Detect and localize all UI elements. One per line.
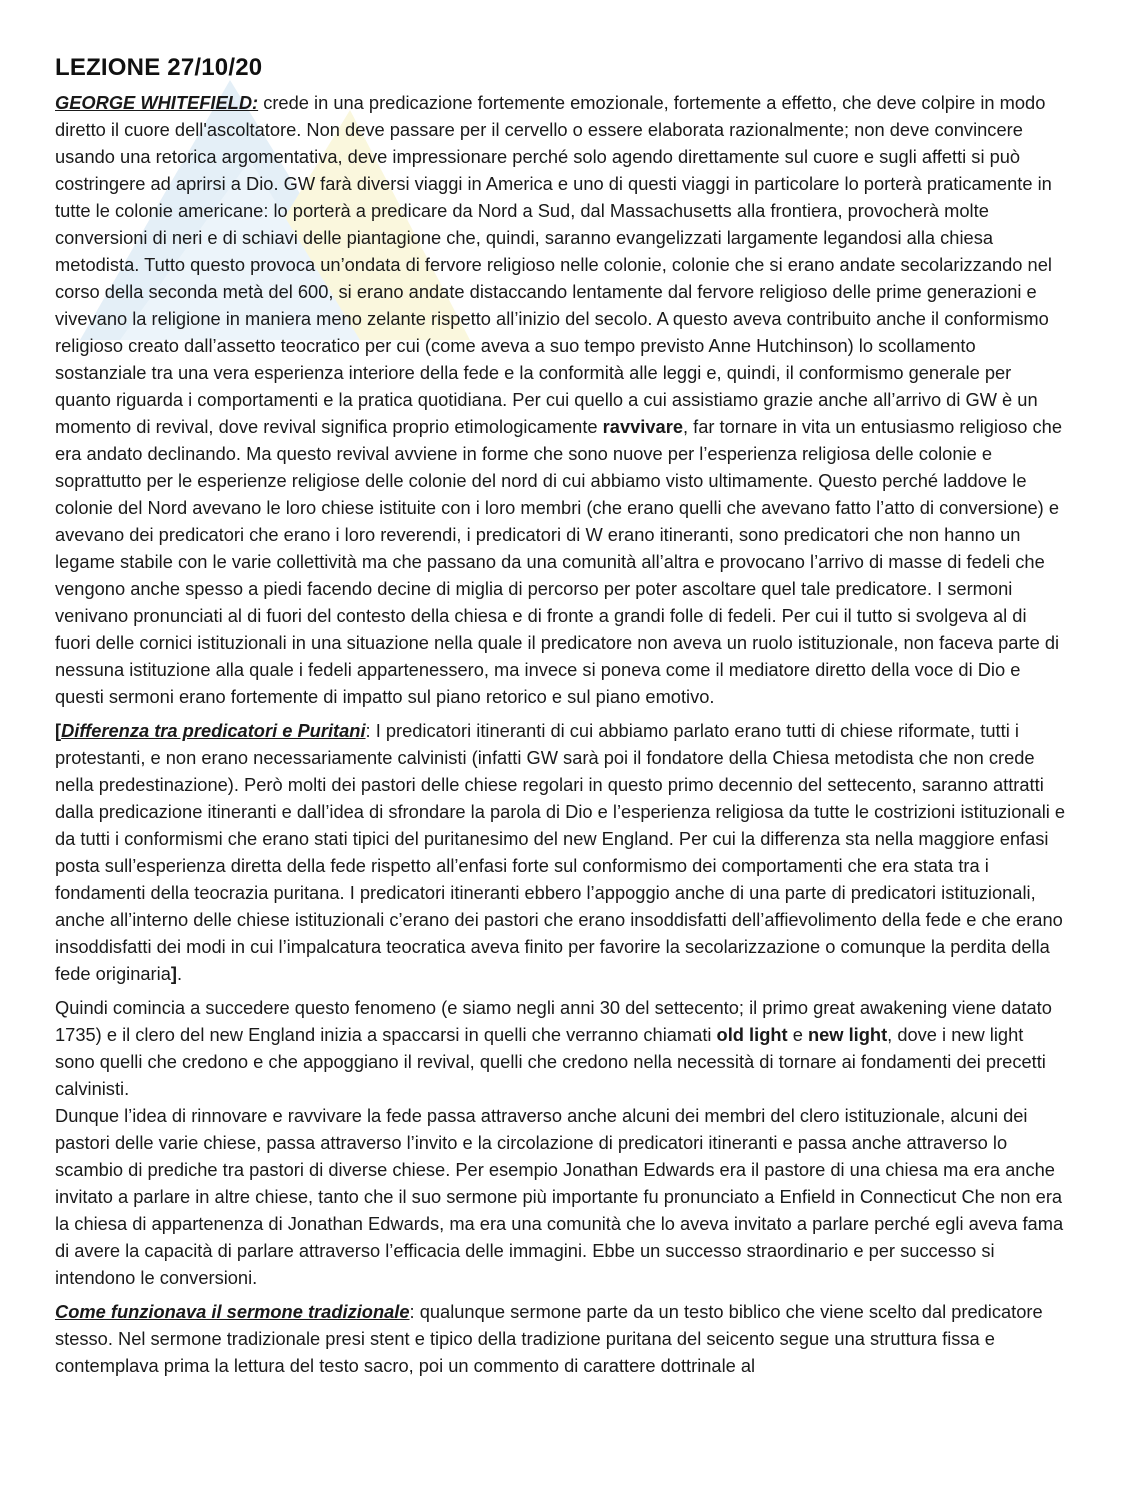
- paragraph-text: : I predicatori itineranti di cui abbiamo parlato erano tutti di chiese riformate, tutti i protestanti, e non erano necessariamente calvinisti (infatti GW sarà poi il fondatore della Chiesa metodista che non crede nella predestinazione). Però molti dei pastori delle chiese regolari in questo primo decennio del settecento, saranno attratti dalla predicazione itineranti e dall’idea di sfrondare la parola di Dio e l’esperienza religiosa da tutte le costrizioni istituzionali e da tutti i conformismi che erano stati tipici del puritanesimo del new England. Per cui la differenza sta nella maggiore enfasi posta sull’esperienza diretta della fede rispetto all’enfasi forte sul conformismo dei comportamenti che era stata tra i fondamenti della teocrazia puritana. I predicatori itineranti ebbero l’appoggio anche di una parte di predicatori istituzionali, anche all’interno delle chiese istituzionali c’erano dei pastori che erano insoddisfatti dell’affievolimento della fede e che erano insoddisfatti dei modi in cui l’impalcatura teocratica aveva finito per favorire la secolarizzazione o comunque la perdita della fede originaria: [55, 720, 1066, 984]
- section-label-whitefield: GEORGE WHITEFIELD:: [55, 92, 259, 113]
- paragraph-great-awakening: [55, 994, 1067, 1102]
- paragraph-text: : qualunque sermone parte da un testo biblico che viene scelto dal predicatore stesso. Nel sermone tradizionale presi stent e tipico della tradizione puritana del seicento segue una struttura fissa e contemplava prima la lettura del testo sacro, poi un commento di carattere dottrinale al: [55, 1301, 1043, 1376]
- paragraph-text: , far tornare in vita un entusiasmo religioso che era andato declinando. Ma questo revival avviene in forme che sono nuove per l’esperienza religiosa delle colonie e soprattutto per le esperienze religiose delle colonie del nord di cui abbiamo visto ultimamente. Questo perché laddove le colonie del Nord avevano le loro chiese istituite con i loro membri (che erano quelli che avevano fatto l’atto di conversione) e avevano dei predicatori che erano i loro reverendi, i predicatori di W erano itineranti, sono predicatori che non hanno un legame stabile con le varie collettività ma che passano da una comunità all’altra e provocano l’arrivo di masse di fedeli che vengono anche spesso a piedi facendo decine di miglia di percorso per poter ascoltare quel tale predicatore. I sermoni venivano pronunciati al di fuori del contesto della chiesa e di fronte a grandi folle di fedeli. Per cui il tutto si svolgeva al di fuori delle cornici istituzionali in una situazione nella quale il predicatore non aveva un ruolo istituzionale, non faceva parte di nessuna istituzione alla quale i fedeli appartenessero, ma invece si poneva come il mediatore diretto della voce di Dio e questi sermoni erano fortemente di impatto sul piano retorico e sul piano emotivo.: [55, 416, 1063, 707]
- bracket-open: [: [55, 720, 62, 741]
- paragraph-differenza: [55, 717, 1067, 987]
- bold-term-ravvivare: ravvivare: [602, 416, 683, 437]
- paragraph-text: Dunque l’idea di rinnovare e ravvivare la fede passa attraverso anche alcuni dei membri del clero istituzionale, alcuni dei pastori delle varie chiese, passa attraverso l’invito e la circolazione di predicatori itineranti e passa anche attraverso lo scambio di prediche tra pastori di diverse chiese. Per esempio Jonathan Edwards era il pastore di una chiesa ma era anche invitato a parlare in altre chiese, tanto che il suo sermone più importante fu pronunciato a Enfield in Connecticut Che non era la chiesa di appartenenza di Jonathan Edwards, ma era una comunità che lo aveva invitato a parlare perché egli aveva fama di avere la capacità di parlare attraverso l’efficacia delle immagini. Ebbe un successo straordinario e per successo si intendono le conversioni.: [55, 1105, 1064, 1288]
- section-label-sermone: Come funzionava il sermone tradizionale: [55, 1301, 410, 1322]
- bold-term-new-light: new light: [807, 1024, 888, 1045]
- paragraph-text: e: [787, 1024, 808, 1045]
- bracket-close: ]: [170, 963, 177, 984]
- paragraph-text: .: [176, 963, 183, 984]
- document-page: [55, 54, 1067, 1386]
- paragraph-text: , dove i new light sono quelli che credono e che appoggiano il revival, quelli che credono nella necessità di tornare ai fondamenti dei precetti calvinisti.: [55, 1024, 1046, 1099]
- paragraph-edwards: [55, 1102, 1067, 1291]
- bold-term-old-light: old light: [716, 1024, 788, 1045]
- paragraph-sermone: [55, 1298, 1067, 1379]
- paragraph-whitefield: [55, 89, 1067, 710]
- paragraph-text: crede in una predicazione fortemente emozionale, fortemente a effetto, che deve colpire in modo diretto il cuore dell'ascoltatore. Non deve passare per il cervello o essere elaborata razionalmente; non deve convincere usando una retorica argomentativa, deve impressionare perché solo agendo direttamente sul cuore e sugli affetti si può costringere ad aprirsi a Dio. GW farà diversi viaggi in America e uno di questi viaggi in particolare lo porterà praticamente in tutte le colonie americane: lo porterà a predicare da Nord a Sud, dal Massachusetts alla frontiera, provocherà molte conversioni di neri e di schiavi delle piantagione che, quindi, saranno evangelizzati largamente legandosi alla chiesa metodista. Tutto questo provoca un’ondata di fervore religioso nelle colonie, colonie che si erano andate secolarizzando nel corso della seconda metà del 600, si erano andate distaccando lentamente dal fervore religioso delle prime generazioni e vivevano la religione in maniera meno zelante rispetto all’inizio del secolo. A questo aveva contribuito anche il conformismo religioso creato dall’assetto teocratico per cui (come aveva a suo tempo previsto Anne Hutchinson) lo scollamento sostanziale tra una vera esperienza interiore della fede e la conformità alle leggi e, quindi, il conformismo generale per quanto riguarda i comportamenti e la pratica quotidiana. Per cui quello a cui assistiamo grazie anche all’arrivo di GW è un momento di revival, dove revival significa proprio etimologicamente: [55, 92, 1052, 437]
- paragraph-text: Quindi comincia a succedere questo fenomeno (e siamo negli anni 30 del settecento; il primo great awakening viene datato 1735) e il clero del new England inizia a spaccarsi in quelli che verranno chiamati: [55, 997, 1052, 1045]
- page-title: LEZIONE 27/10/20: [55, 54, 263, 81]
- section-label-differenza: Differenza tra predicatori e Puritani: [61, 720, 366, 741]
